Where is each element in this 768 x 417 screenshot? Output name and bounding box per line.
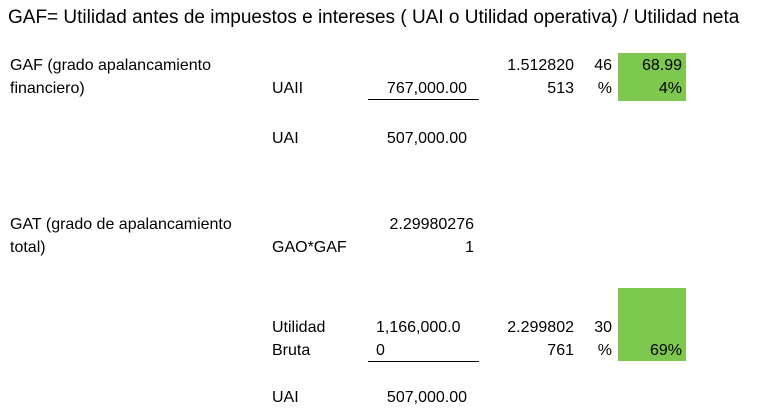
gat-value-line1: 2.29980276	[389, 216, 474, 233]
gat-ratio-line1: 2.299802	[507, 319, 574, 336]
gat-utilidad-line1: Utilidad	[272, 319, 326, 336]
gaf-division-line	[368, 99, 479, 100]
gat-utilidad-value-line2: 0	[376, 342, 385, 359]
gat-pct-line2: %	[597, 342, 612, 359]
page-title: GAF= Utilidad antes de impuestos e intereses ( UAI o Utilidad operativa) / Utilidad neta	[8, 7, 740, 28]
gaf-label-line1: GAF (grado apalancamiento	[10, 57, 211, 74]
gaf-uaii-value: 767,000.00	[386, 80, 467, 97]
gaf-uaii-label: UAII	[272, 80, 304, 97]
gat-uai-label: UAI	[272, 389, 299, 406]
gaf-label-line2: financiero)	[10, 80, 85, 97]
gaf-highlight-line2: 4%	[658, 80, 682, 97]
gat-division-line	[368, 361, 479, 362]
gaf-pct-line1: 46	[594, 57, 612, 74]
gat-label-line1: GAT (grado de apalancamiento	[10, 216, 232, 233]
gat-highlight-value: 69%	[649, 342, 682, 359]
gat-value-line2: 1	[465, 239, 474, 256]
gaf-pct-line2: %	[597, 80, 612, 97]
gat-ratio-line2: 761	[547, 342, 574, 359]
gat-uai-value: 507,000.00	[386, 389, 467, 406]
gaf-highlight-line1: 68.99	[641, 57, 682, 74]
gat-formula-label: GAO*GAF	[272, 239, 347, 256]
gaf-uai-label: UAI	[272, 130, 299, 147]
gaf-uai-value: 507,000.00	[386, 130, 467, 147]
gat-utilidad-value-line1: 1,166,000.0	[376, 319, 461, 336]
gaf-ratio-line1: 1.512820	[507, 57, 574, 74]
gat-label-line2: total)	[10, 239, 46, 256]
gat-pct-line1: 30	[594, 319, 612, 336]
gaf-ratio-line2: 513	[547, 80, 574, 97]
gat-utilidad-line2: Bruta	[272, 342, 311, 359]
